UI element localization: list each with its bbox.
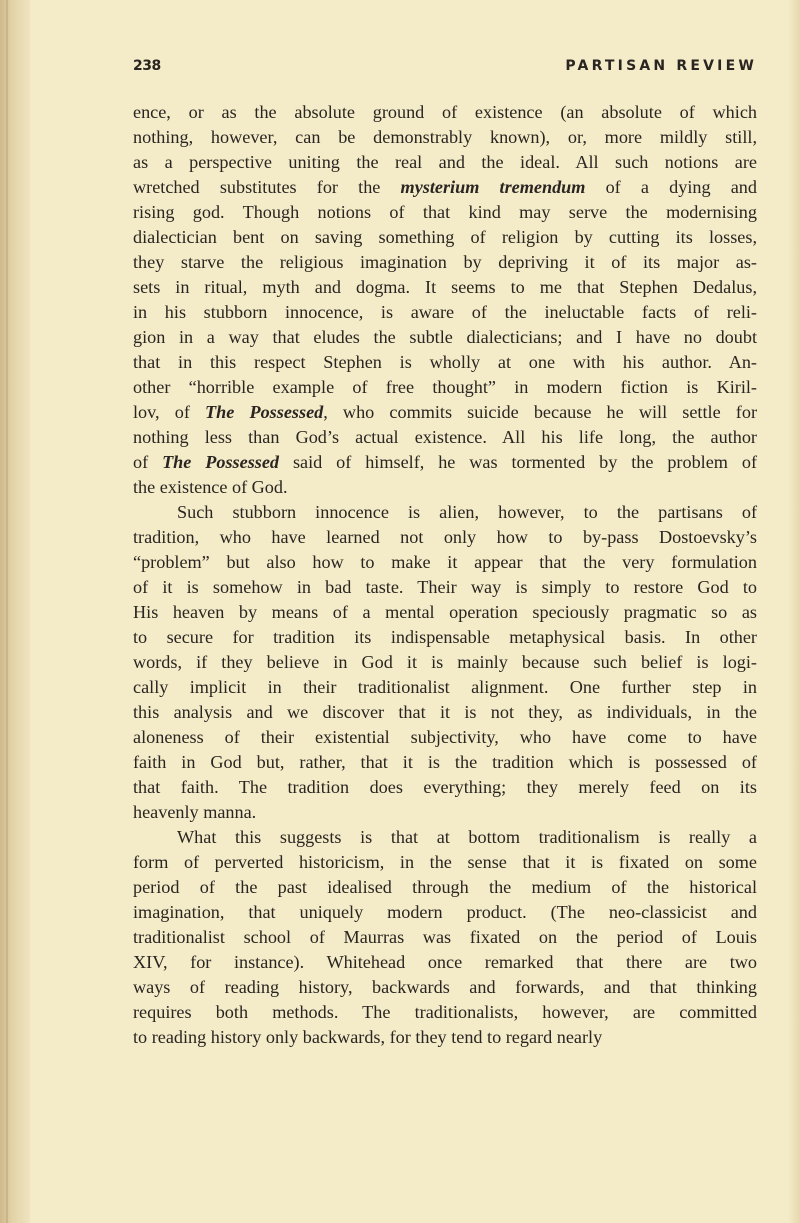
text-line: sets in ritual, myth and dogma. It seems to me that Stephen Dedalus, <box>133 277 757 297</box>
text-line: heavenly manna. <box>133 802 257 822</box>
text-line: rising god. Though notions of that kind may serve the modernising <box>133 202 757 222</box>
text-line: nothing less than God’s actual existence. All his life long, the author <box>133 427 757 447</box>
text-line: the existence of God. <box>133 477 288 497</box>
text-line: XIV, for instance). Whitehead once remarked that there are two <box>133 952 757 972</box>
text-line: dialectician bent on saving something of religion by cutting its losses, <box>133 227 757 247</box>
text-line: period of the past idealised through the medium of the historical <box>133 877 757 897</box>
text-line: to reading history only backwards, for they tend to regard nearly <box>133 1027 603 1047</box>
page-right-edge <box>788 0 800 1223</box>
text-line: imagination, that uniquely modern product. (The neo-classicist and <box>133 902 757 922</box>
text-line: this analysis and we discover that it is not they, as individuals, in the <box>133 702 757 722</box>
page-number: 238 <box>133 58 161 74</box>
text-line: requires both methods. The traditionalists, however, are committed <box>133 1002 757 1022</box>
text-line: ways of reading history, backwards and forwards, and that thinking <box>133 977 757 997</box>
paragraph <box>133 825 757 1050</box>
text-line: ence, or as the absolute ground of existence (an absolute of which <box>133 102 757 122</box>
text-line: gion in a way that eludes the subtle dialecticians; and I have no doubt <box>133 327 757 347</box>
page-gutter-edge <box>0 0 30 1223</box>
text-line: of The Possessed said of himself, he was tormented by the problem of <box>133 452 757 472</box>
text-line: that faith. The tradition does everything; they merely feed on its <box>133 777 757 797</box>
body-text <box>133 100 757 1050</box>
text-line: traditionalist school of Maurras was fixated on the period of Louis <box>133 927 757 947</box>
text-line: aloneness of their existential subjectivity, who have come to have <box>133 727 757 747</box>
text-line: to secure for tradition its indispensable metaphysical basis. In other <box>133 627 757 647</box>
text-line: they starve the religious imagination by depriving it of its major as- <box>133 252 757 272</box>
running-title: PARTISAN REVIEW <box>565 58 757 74</box>
paragraph <box>133 500 757 825</box>
text-line: words, if they believe in God it is mainly because such belief is logi- <box>133 652 757 672</box>
text-line: nothing, however, can be demonstrably known), or, more mildly still, <box>133 127 757 147</box>
text-line: that in this respect Stephen is wholly at one with his author. An- <box>133 352 757 372</box>
text-line: lov, of The Possessed, who commits suicide because he will settle for <box>133 402 757 422</box>
text-line: wretched substitutes for the mysterium tremendum of a dying and <box>133 177 757 197</box>
text-line: His heaven by means of a mental operation speciously pragmatic so as <box>133 602 757 622</box>
text-line: of it is somehow in bad taste. Their way is simply to restore God to <box>133 577 757 597</box>
text-line: faith in God but, rather, that it is the tradition which is possessed of <box>133 752 757 772</box>
text-line: What this suggests is that at bottom traditionalism is really a <box>177 827 757 847</box>
text-line: form of perverted historicism, in the sense that it is fixated on some <box>133 852 757 872</box>
text-line: other “horrible example of free thought” in modern fiction is Kiril- <box>133 377 757 397</box>
text-line: cally implicit in their traditionalist alignment. One further step in <box>133 677 757 697</box>
text-line: tradition, who have learned not only how to by-pass Dostoevsky’s <box>133 527 757 547</box>
paragraph <box>133 100 757 500</box>
running-header <box>133 58 757 82</box>
text-line: Such stubborn innocence is alien, however, to the partisans of <box>177 502 757 522</box>
text-line: as a perspective uniting the real and the ideal. All such notions are <box>133 152 757 172</box>
text-line: “problem” but also how to make it appear that the very formulation <box>133 552 757 572</box>
text-line: in his stubborn innocence, is aware of the ineluctable facts of reli- <box>133 302 757 322</box>
